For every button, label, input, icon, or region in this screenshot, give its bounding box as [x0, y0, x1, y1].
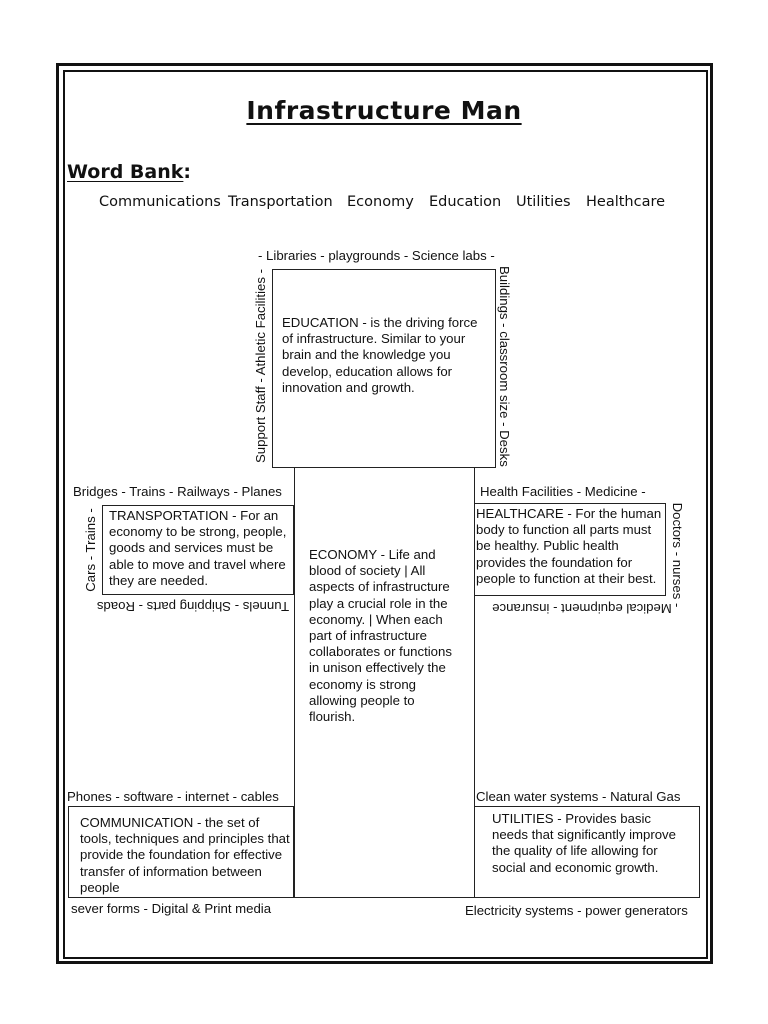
- communication-bottom-label: sever forms - Digital & Print media: [71, 901, 272, 916]
- healthcare-right-label: Doctors - nurses -: [670, 502, 685, 608]
- education-left-label: Support Staff - Athletic Facilities -: [253, 269, 268, 463]
- transportation-left-label: Cars - Trains -: [83, 508, 98, 592]
- transportation-text: TRANSPORTATION - For an economy to be strong, people, goods and services must be able to move and travel where they are needed.: [109, 508, 287, 588]
- page-title: Infrastructure Man: [246, 96, 522, 125]
- word-bank-item: Education: [429, 194, 502, 210]
- economy-text: ECONOMY - Life and blood of society | All aspects of infrastructure play a crucial role in the economy. | When each part of infrastructure collaborates or functions in unison effectively the economy is strong allowing people to flourish.: [309, 547, 452, 725]
- healthcare-bottom-label: Medical equipment - insurance: [492, 601, 672, 616]
- education-top-label: - Libraries - playgrounds - Science labs -: [258, 248, 495, 263]
- word-bank-item: Economy: [347, 194, 414, 210]
- healthcare-top-label: Health Facilities - Medicine -: [480, 484, 646, 499]
- word-bank-item: Utilities: [516, 194, 571, 210]
- utilities-top-label: Clean water systems - Natural Gas: [476, 789, 681, 804]
- communication-top-label: Phones - software - internet - cables: [67, 789, 279, 804]
- healthcare-text: HEALTHCARE - For the human body to function all parts must be healthy. Public health provides the foundation for people to function at their best.: [476, 506, 662, 586]
- utilities-text: UTILITIES - Provides basic needs that significantly improve the quality of life allowing for social and economic growth.: [492, 811, 676, 875]
- transportation-bottom-label: Tunnels - Shipping parts - Roads: [96, 599, 290, 614]
- education-right-label: Buildings - classroom size - Desks: [497, 266, 512, 467]
- word-bank-item: Communications: [99, 194, 221, 210]
- word-bank-item: Transportation: [228, 194, 333, 210]
- word-bank-item: Healthcare: [586, 194, 666, 210]
- communication-text: COMMUNICATION - the set of tools, techniques and principles that provide the foundation for effective transfer of information between people: [80, 815, 290, 895]
- utilities-bottom-label: Electricity systems - power generators: [465, 903, 688, 918]
- education-text: EDUCATION - is the driving force of infrastructure. Similar to your brain and the knowledge you develop, education allows for innovation and growth.: [282, 315, 478, 395]
- word-bank-label: Word Bank:: [67, 161, 191, 183]
- transportation-top-label: Bridges - Trains - Railways - Planes: [73, 484, 282, 499]
